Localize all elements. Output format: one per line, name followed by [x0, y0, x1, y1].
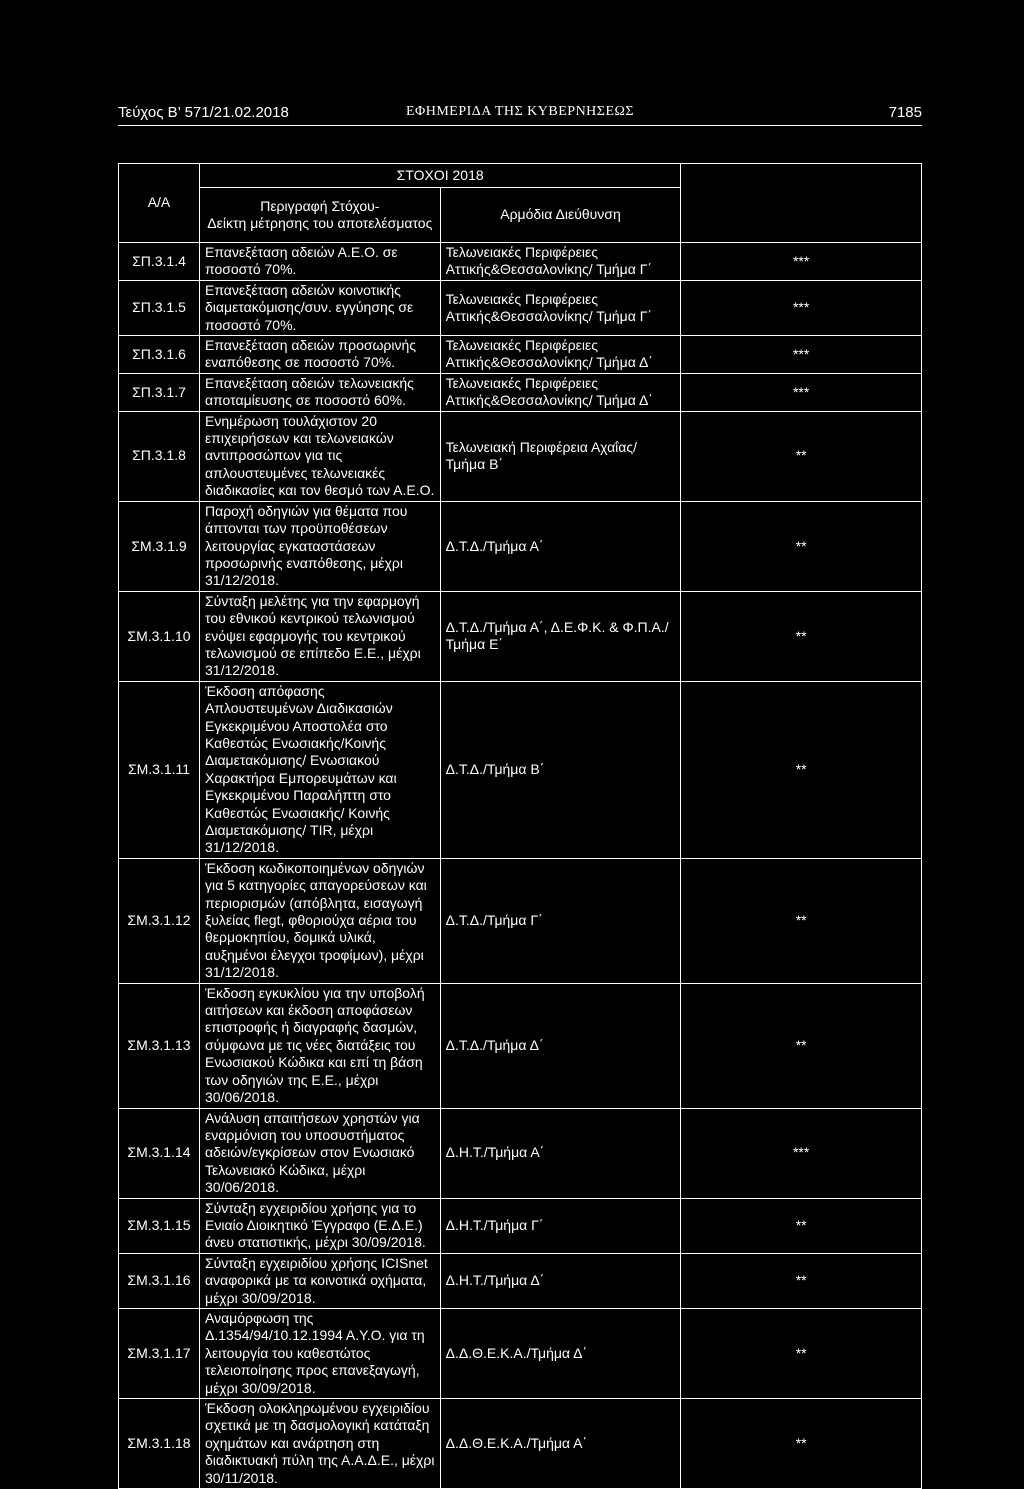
table-row — [119, 1108, 922, 1198]
row-id: ΣΜ.3.1.18 — [119, 1399, 200, 1489]
table-row — [119, 243, 922, 281]
row-description: Παροχή οδηγιών για θέματα που άπτονται των προϋποθέσεων λειτουργίας εγκαταστάσεων προσωρινής εναπόθεσης, μέχρι 31/12/2018. — [200, 501, 441, 591]
row-directorate: Δ.Τ.Δ./Τμήμα Δ΄ — [440, 983, 681, 1108]
row-priority: *** — [681, 336, 922, 374]
goals-table-body — [119, 243, 922, 1489]
row-priority: ** — [681, 983, 922, 1108]
row-priority: ** — [681, 681, 922, 858]
row-directorate: Δ.Τ.Δ./Τμήμα Α΄ — [440, 501, 681, 591]
row-directorate: Δ.Δ.Θ.Ε.Κ.Α./Τμήμα Δ΄ — [440, 1308, 681, 1398]
col-header-description-line1: Περιγραφή Στόχου- — [260, 197, 380, 214]
row-directorate: Δ.Η.Τ./Τμήμα Γ΄ — [440, 1198, 681, 1253]
table-row — [119, 411, 922, 501]
row-directorate: Δ.Η.Τ./Τμήμα Δ΄ — [440, 1253, 681, 1308]
row-directorate: Τελωνειακές Περιφέρειες Αττικής&Θεσσαλονίκης/ Τμήμα Δ΄ — [440, 336, 681, 374]
row-directorate: Τελωνειακές Περιφέρειες Αττικής&Θεσσαλονίκης/ Τμήμα Γ΄ — [440, 280, 681, 335]
row-id: ΣΜ.3.1.15 — [119, 1198, 200, 1253]
row-id: ΣΜ.3.1.12 — [119, 858, 200, 983]
issue-number: Τεύχος Β’ 571/21.02.2018 — [118, 104, 289, 121]
row-priority: ** — [681, 1253, 922, 1308]
table-row — [119, 373, 922, 411]
row-id: ΣΜ.3.1.9 — [119, 501, 200, 591]
row-description: Επανεξέταση αδειών κοινοτικής διαμετακόμισης/συν. εγγύησης σε ποσοστό 70%. — [200, 280, 441, 335]
table-row — [119, 1198, 922, 1253]
col-header-id: Α/Α — [119, 164, 200, 243]
table-row — [119, 1253, 922, 1308]
row-directorate: Δ.Τ.Δ./Τμήμα Γ΄ — [440, 858, 681, 983]
table-row — [119, 681, 922, 858]
row-id: ΣΠ.3.1.5 — [119, 280, 200, 335]
row-directorate: Τελωνειακή Περιφέρεια Αχαΐας/ Τμήμα Β΄ — [440, 411, 681, 501]
row-directorate: Δ.Η.Τ./Τμήμα Α΄ — [440, 1108, 681, 1198]
gazette-title: ΕΦΗΜΕΡΙΔΑ ΤΗΣ ΚΥΒΕΡΝΗΣΕΩΣ — [405, 104, 635, 119]
row-directorate: Δ.Τ.Δ./Τμήμα Β΄ — [440, 681, 681, 858]
row-description: Επανεξέταση αδειών τελωνειακής αποταμίευσης σε ποσοστό 60%. — [200, 373, 441, 411]
row-id: ΣΠ.3.1.8 — [119, 411, 200, 501]
row-description: Αναμόρφωση της Δ.1354/94/10.12.1994 Α.Υ.Ο. για τη λειτουργία του καθεστώτος τελειοποίησης προς επανεξαγωγή, μέχρι 30/09/2018. — [200, 1308, 441, 1398]
row-directorate: Τελωνειακές Περιφέρειες Αττικής&Θεσσαλονίκης/ Τμήμα Δ΄ — [440, 373, 681, 411]
row-id: ΣΜ.3.1.14 — [119, 1108, 200, 1198]
row-priority: ** — [681, 1198, 922, 1253]
row-id: ΣΜ.3.1.10 — [119, 591, 200, 681]
row-description: Επανεξέταση αδειών προσωρινής εναπόθεσης σε ποσοστό 70%. — [200, 336, 441, 374]
row-directorate: Δ.Δ.Θ.Ε.Κ.Α./Τμήμα Α΄ — [440, 1399, 681, 1489]
row-directorate: Δ.Τ.Δ./Τμήμα Α΄, Δ.Ε.Φ.Κ. & Φ.Π.Α./ Τμήμα Ε΄ — [440, 591, 681, 681]
row-description: Έκδοση κωδικοποιημένων οδηγιών για 5 κατηγορίες απαγορεύσεων και περιορισμών (απόβλητα, εισαγωγή ξυλείας flegt, φθοριούχα αέρια του θερμοκηπίου, δομικά υλικά, αυξημένοι έλεγχοι τροφίμων), μέχρι 31/12/2018. — [200, 858, 441, 983]
row-description: Έκδοση απόφασης Απλουστευμένων Διαδικασιών Εγκεκριμένου Αποστολέα στο Καθεστώς Ενωσιακής/Κοινής Διαμετακόμισης/ Ενωσιακού Χαρακτήρα Εμπορευμάτων και Εγκεκριμένου Παραλήπτη στο Καθεστώς Ενωσιακής/ Κοινής Διαμετακόμισης/ TIR, μέχρι 31/12/2018. — [200, 681, 441, 858]
page-header — [118, 101, 922, 126]
row-id: ΣΜ.3.1.11 — [119, 681, 200, 858]
row-description: Ενημέρωση τουλάχιστον 20 επιχειρήσεων και τελωνειακών αντιπροσώπων για τις απλουστευμένες τελωνειακές διαδικασίες και τον θεσμό των Α.Ε.Ο. — [200, 411, 441, 501]
row-directorate: Τελωνειακές Περιφέρειες Αττικής&Θεσσαλονίκης/ Τμήμα Γ΄ — [440, 243, 681, 281]
row-id: ΣΠ.3.1.6 — [119, 336, 200, 374]
table-row — [119, 983, 922, 1108]
row-priority: *** — [681, 280, 922, 335]
row-priority: ** — [681, 591, 922, 681]
table-row — [119, 280, 922, 335]
table-row — [119, 1308, 922, 1398]
row-id: ΣΠ.3.1.4 — [119, 243, 200, 281]
table-row — [119, 336, 922, 374]
col-header-priority — [681, 164, 922, 243]
page-number: 7185 — [888, 104, 922, 121]
row-priority: ** — [681, 501, 922, 591]
row-priority: *** — [681, 373, 922, 411]
row-description: Ανάλυση απαιτήσεων χρηστών για εναρμόνιση του υποσυστήματος αδειών/εγκρίσεων στον Ενωσιακό Τελωνειακό Κώδικα, μέχρι 30/06/2018. — [200, 1108, 441, 1198]
row-id: ΣΜ.3.1.13 — [119, 983, 200, 1108]
goals-table — [118, 163, 922, 1489]
table-row — [119, 858, 922, 983]
row-description: Έκδοση ολοκληρωμένου εγχειριδίου σχετικά με τη δασμολογική κατάταξη οχημάτων και ανάρτηση στη διαδικτυακή πύλη της Α.Α.Δ.Ε., μέχρι 30/11/2018. — [200, 1399, 441, 1489]
row-id: ΣΠ.3.1.7 — [119, 373, 200, 411]
row-description: Σύνταξη εγχειριδίου χρήσης ICISnet αναφορικά με τα κοινοτικά οχήματα, μέχρι 30/09/2018. — [200, 1253, 441, 1308]
row-id: ΣΜ.3.1.16 — [119, 1253, 200, 1308]
row-priority: ** — [681, 1399, 922, 1489]
row-priority: ** — [681, 411, 922, 501]
row-description: Σύνταξη μελέτης για την εφαρμογή του εθνικού κεντρικού τελωνισμού ενόψει εφαρμογής του κεντρικού τελωνισμού σε επίπεδο Ε.Ε., μέχρι 31/12/2018. — [200, 591, 441, 681]
col-header-description — [200, 188, 441, 243]
row-priority: *** — [681, 1108, 922, 1198]
row-priority: ** — [681, 1308, 922, 1398]
table-row — [119, 1399, 922, 1489]
col-header-description-line2: Δείκτη μέτρησης του αποτελέσματος — [207, 215, 433, 231]
row-description: Έκδοση εγκυκλίου για την υποβολή αιτήσεων και έκδοση αποφάσεων επιστροφής ή διαγραφής δασμών, σύμφωνα με τις νέες διατάξεις του Ενωσιακού Κώδικα και επί τη βάση των οδηγιών της Ε.Ε., μέχρι 30/06/2018. — [200, 983, 441, 1108]
row-priority: ** — [681, 858, 922, 983]
col-header-directorate: Αρμόδια Διεύθυνση — [440, 188, 681, 243]
row-id: ΣΜ.3.1.17 — [119, 1308, 200, 1398]
table-row — [119, 591, 922, 681]
table-row — [119, 501, 922, 591]
col-header-group: ΣΤΟΧΟΙ 2018 — [200, 164, 681, 188]
row-description: Σύνταξη εγχειριδίου χρήσης για το Ενιαίο Διοικητικό Έγγραφο (Ε.Δ.Ε.) άνευ στατιστικής, μέχρι 30/09/2018. — [200, 1198, 441, 1253]
row-description: Επανεξέταση αδειών Α.Ε.Ο. σε ποσοστό 70%. — [200, 243, 441, 281]
row-priority: *** — [681, 243, 922, 281]
